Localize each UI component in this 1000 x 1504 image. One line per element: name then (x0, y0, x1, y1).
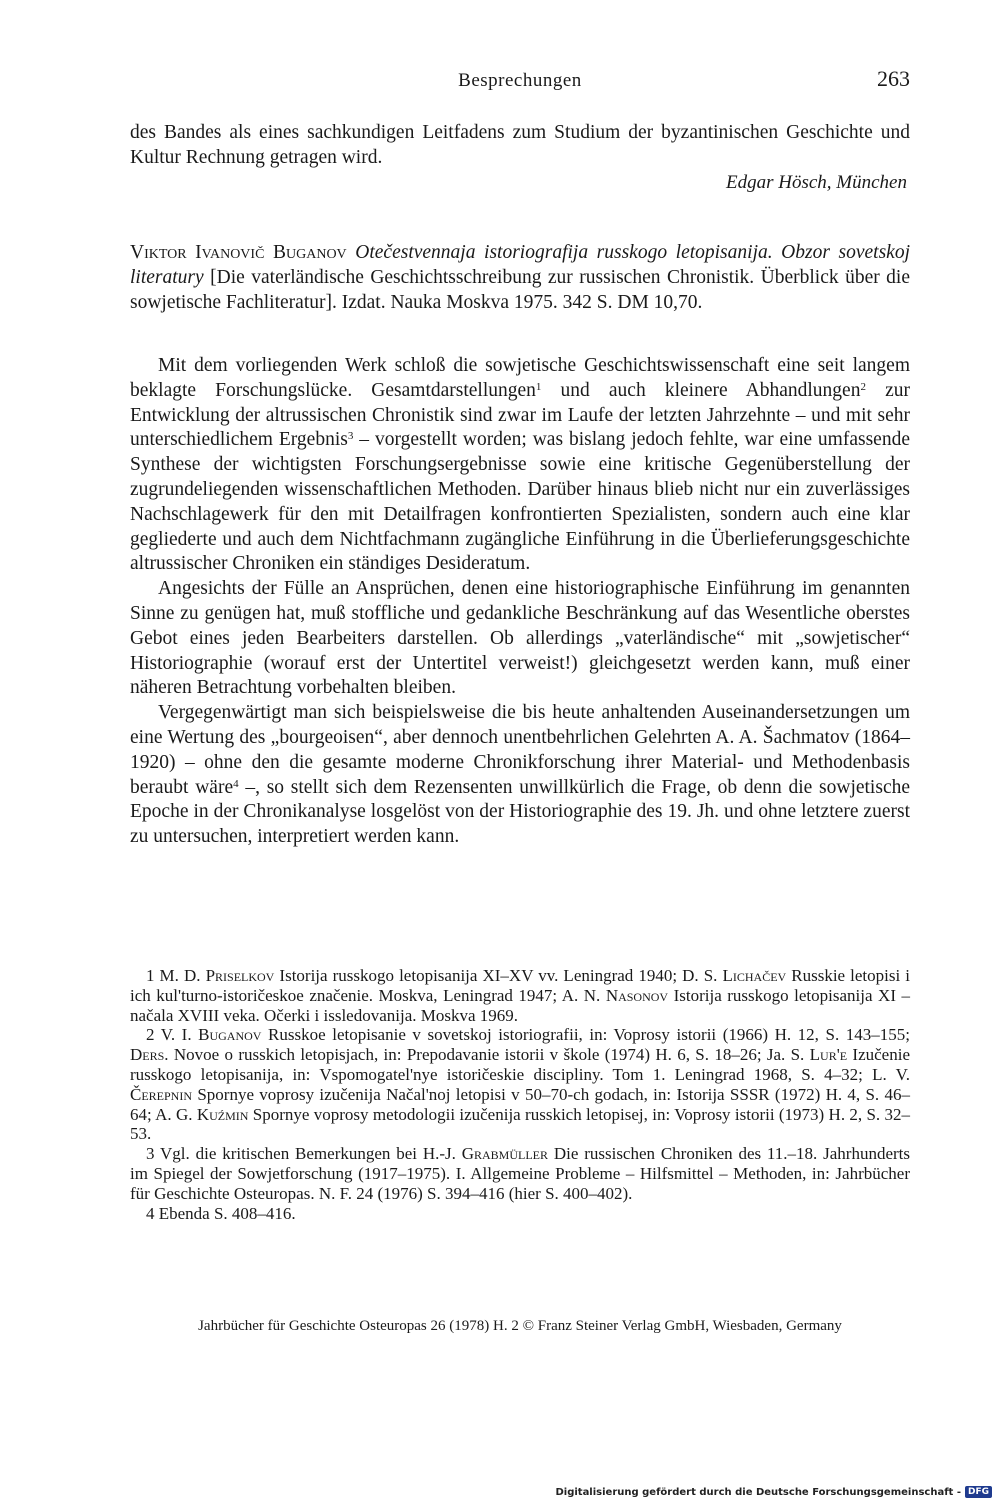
footnote-ref: 1 (535, 380, 542, 393)
paragraph-2: Angesichts der Fülle an Ansprüchen, denen eine historiographische Einführung im genannten Sinne zu genügen hat, muß stoffliche und gedankliche Beschränkung auf das Wesentliche oberstes Gebot eines jeden Bearbeiters darstellen. Ob allerdings „vaterländische“ mit „sowjetischer“ Historiographie (worauf erst der Untertitel verweist!) gleichgesetzt werden kann, muß einer näheren Betrachtung vorbehalten bleiben. (130, 578, 910, 699)
footnote-ref: 3 (347, 430, 354, 443)
footnotes (130, 966, 910, 1223)
dfg-funding-notice (555, 1486, 992, 1498)
footnote-1: 1 M. D. Priselkov Istorija russkogo letopisanija XI–XV vv. Leningrad 1940; D. S. Lichačev Russkie letopisi i ich kul'turno-istoričeskoe značenie. Moskva, Leningrad 1947; A. N. Nasonov Istorija russkogo letopisanija XI – načala XVIII veka. Očerki i issledovanija. Moskva 1969. (130, 966, 910, 1025)
book-title: Otečestvennaja istoriografija russkogo letopisanija. Obzor sovetskoj literatury (130, 242, 911, 288)
page-number: 263 (877, 66, 910, 91)
book-author: Viktor Ivanovič Buganov (130, 242, 347, 263)
footnote-ref: 4 (233, 777, 239, 790)
reviewer-signature: Edgar Hösch, München (726, 172, 907, 193)
paragraph-3: Vergegenwärtigt man sich beispielsweise die bis heute anhaltenden Auseinandersetzungen um eine Wertung des „bourgeoisen“, aber dennoch unentbehrlichen Gelehrten A. A. Šachmatov (1864–1920) – ohne den die gesamte moderne Chronikforschung ihrer Material- und Methodenbasis beraubt wäre$^4$ –, so stellt sich dem Rezensenten unwillkürlich die Frage, ob denn die sowjetische Epoche in der Chronikanalyse losgelöst von der Historiographie des 19. Jh. und ohne letztere zuerst zu untersuchen, interpretiert werden kann. (130, 702, 911, 848)
running-title: Besprechungen (458, 70, 582, 91)
page-header (130, 64, 910, 94)
book-details: [Die vaterländische Geschichtsschreibung zur russischen Chronistik. Überblick über die sowjetische Fachliteratur]. Izdat. Nauka Moskva 1975. 342 S. DM 10,70. (130, 267, 910, 313)
journal-footer: Jahrbücher für Geschichte Osteuropas 26 (1978) H. 2 © Franz Steiner Verlag GmbH, Wiesbaden, Germany (198, 1318, 842, 1334)
review-heading (130, 240, 910, 315)
footnote-4: 4 Ebenda S. 408–416. (146, 1203, 296, 1223)
review-body (130, 354, 910, 850)
paragraph-1: Mit dem vorliegenden Werk schloß die sowjetische Geschichtswissenschaft eine seit langem beklagte Forschungslücke. Gesamtdarstellungen$^1$ und auch kleinere Abhandlungen$^2$ zur Entwicklung der altrussischen Chronistik sind zwar im Laufe der letzten Jahrzehnte – und mit sehr unterschiedlichem Ergebnis$^3$ – vorgestellt worden; was bislang jedoch fehlte, war eine umfassende Synthese der wichtigsten Forschungsergebnisse sowie eine kritische Gegenüberstellung der zugrundeliegenden wissenschaftlichen Methoden. Darüber hinaus blieb nicht nur ein zuverlässiges Nachschlagewerk für den mit Detailfragen konfrontierten Spezialisten, sondern auch eine klar gegliederte und auch dem Nichtfachmann zugängliche Einführung in die Überlieferungsgeschichte altrussischer Chroniken ein ständiges Desideratum. (130, 355, 910, 575)
dfg-text: Digitalisierung gefördert durch die Deutsche Forschungsgemeinschaft - (555, 1486, 961, 1498)
footnote-2: 2 V. I. Buganov Russkoe letopisanie v sovetskoj istoriografii, in: Voprosy istorii (1966) H. 12, S. 143–155; Ders. Novoe o russkich letopisjach, in: Prepodavanie istorii v škole (1974) H. 6, S. 18–26; Ja. S. Lur'e Izučenie russkogo letopisanija, in: Vspomogatel'nye istoričeskie discipliny. Tom 1. Leningrad 1968, S. 4–32; L. V. Čerepnin Spornye voprosy izučenija Načal'noj letopisi v 50–70-ch godach, in: Istorija SSSR (1972) H. 4, S. 46–64; A. G. Kuźmin Spornye voprosy metodologii izučenija russkich letopisej, in: Voprosy istorii (1973) H. 2, S. 32–53. (130, 1025, 911, 1144)
footnote-ref: 2 (860, 380, 866, 393)
dfg-logo-icon: DFG (965, 1486, 992, 1498)
footnote-3: 3 Vgl. die kritischen Bemerkungen bei H.-J. Grabmüller Die russischen Chroniken des 11.–18. Jahrhunderts im Spiegel der Sowjetforschung (1917–1975). I. Allgemeine Probleme – Hilfsmittel – Methoden, in: Jahrbücher für Geschichte Osteuropas. N. F. 24 (1976) S. 394–416 (hier S. 400–402). (130, 1144, 910, 1203)
previous-review-ending: des Bandes als eines sachkundigen Leitfadens zum Studium der byzantinischen Geschichte und Kultur Rechnung getragen wird. (130, 122, 910, 168)
